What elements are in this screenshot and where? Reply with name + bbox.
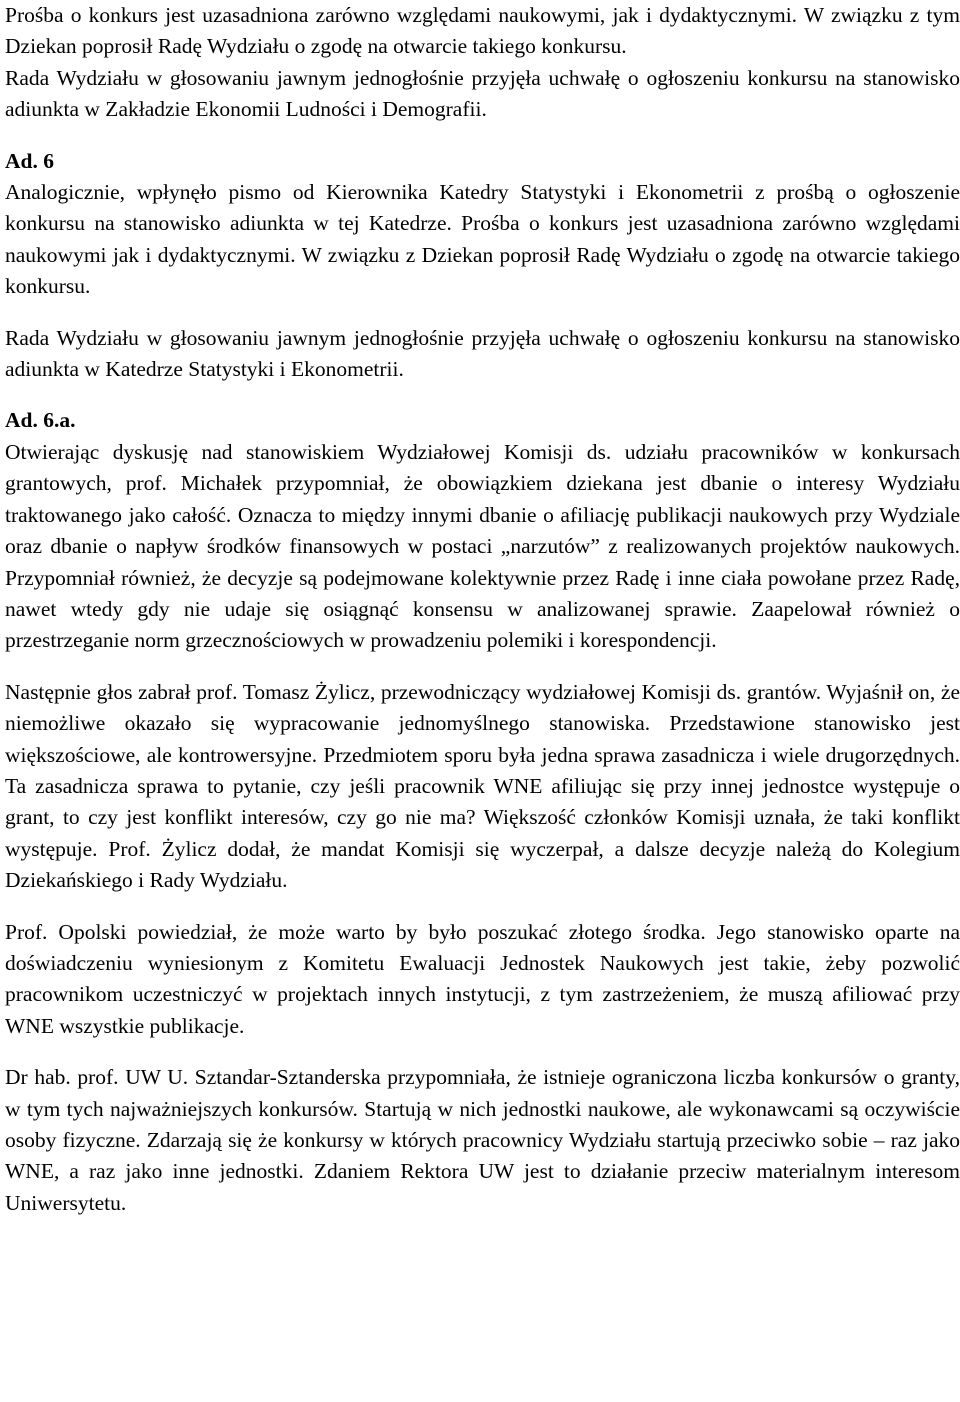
heading-ad-6a: Ad. 6.a. [5,408,76,433]
paragraph-1: Prośba o konkurs jest uzasadniona zarówno względami naukowymi, jak i dydaktycznymi. W związku z tym Dziekan poprosił Radę Wydziału o zgodę na otwarcie takiego konkursu. [5,3,960,59]
document-page [5,0,960,1219]
paragraph-6: Następnie głos zabrał prof. Tomasz Żylicz, przewodniczący wydziałowej Komisji ds. grantów. Wyjaśnił on, że niemożliwe okazało się wypracowanie jednomyślnego stanowiska. Przedstawione stanowisko jest większościowe, ale kontrowersyjne. Przedmiotem sporu była jedna sprawa zasadnicza i wiele drugorzędnych. Ta zasadnicza sprawa to pytanie, czy jeśli pracownik WNE afiliując się przy innej jednostce występuje o grant, to czy jest konflikt interesów, czy go nie ma? Większość członków Komisji uznała, że taki konflikt występuje. Prof. Żylicz dodał, że mandat Komisji się wyczerpał, a dalsze decyzje należą do Kolegium Dziekańskiego i Rady Wydziału. [5,679,960,893]
paragraph-2: Rada Wydziału w głosowaniu jawnym jednogłośnie przyjęła uchwałę o ogłoszeniu konkursu na stanowisko adiunkta w Zakładzie Ekonomii Ludności i Demografii. [5,65,960,122]
paragraph-3: Analogicznie, wpłynęło pismo od Kierownika Katedry Statystyki i Ekonometrii z prośbą o ogłoszenie konkursu na stanowisko adiunkta w tej Katedrze. Prośba o konkurs jest uzasadniona zarówno względami naukowymi jak i dydaktycznymi. W związku z Dziekan poprosił Radę Wydziału o zgodę na otwarcie takiego konkursu. [5,180,960,299]
spacer [5,303,960,323]
spacer [5,385,960,405]
paragraph-8: Dr hab. prof. UW U. Sztandar-Sztanderska przypomniała, że istnieje ograniczona liczba konkursów o granty, w tym tych najważniejszych konkursów. Startują w nich jednostki naukowe, ale wykonawcami są oczywiście osoby fizyczne. Zdarzają się że konkursy w których pracownicy Wydziału startują przeciwko sobie – raz jako WNE, a raz jako inne jednostki. Zdaniem Rektora UW jest to działanie przeciw materialnym interesom Uniwersytetu. [5,1065,960,1215]
paragraph-5: Otwierając dyskusję nad stanowiskiem Wydziałowej Komisji ds. udziału pracowników w konkursach grantowych, prof. Michałek przypomniał, że obowiązkiem dziekana jest dbanie o interesy Wydziału traktowanego jako całość. Oznacza to między innymi dbanie o afiliację publikacji naukowych przy Wydziale oraz dbanie o napływ środków finansowych w postaci „narzutów” z realizowanych projektów naukowych. Przypomniał również, że decyzje są podejmowane kolektywnie przez Radę i inne ciała powołane przez Radę, nawet wtedy gdy nie udaje się osiągnąć konsensu w analizowanej sprawie. Zaapelował również o przestrzeganie norm grzecznościowych w prowadzeniu polemiki i korespondencji. [5,439,960,653]
spacer [5,657,960,677]
paragraph-7: Prof. Opolski powiedział, że może warto by było poszukać złotego środka. Jego stanowisko oparte na doświadczeniu wyniesionym z Komitetu Ewaluacji Jednostek Naukowych jest takie, żeby pozwolić pracownikom uczestniczyć w projektach innych instytucji, z tym zastrzeżeniem, że muszą afiliować przy WNE wszystkie publikacje. [5,919,960,1038]
spacer [5,126,960,146]
spacer [5,897,960,917]
heading-ad-6: Ad. 6 [5,148,54,173]
paragraph-4: Rada Wydziału w głosowaniu jawnym jednogłośnie przyjęła uchwałę o ogłoszeniu konkursu na stanowisko adiunkta w Katedrze Statystyki i Ekonometrii. [5,325,960,382]
spacer [5,1042,960,1062]
